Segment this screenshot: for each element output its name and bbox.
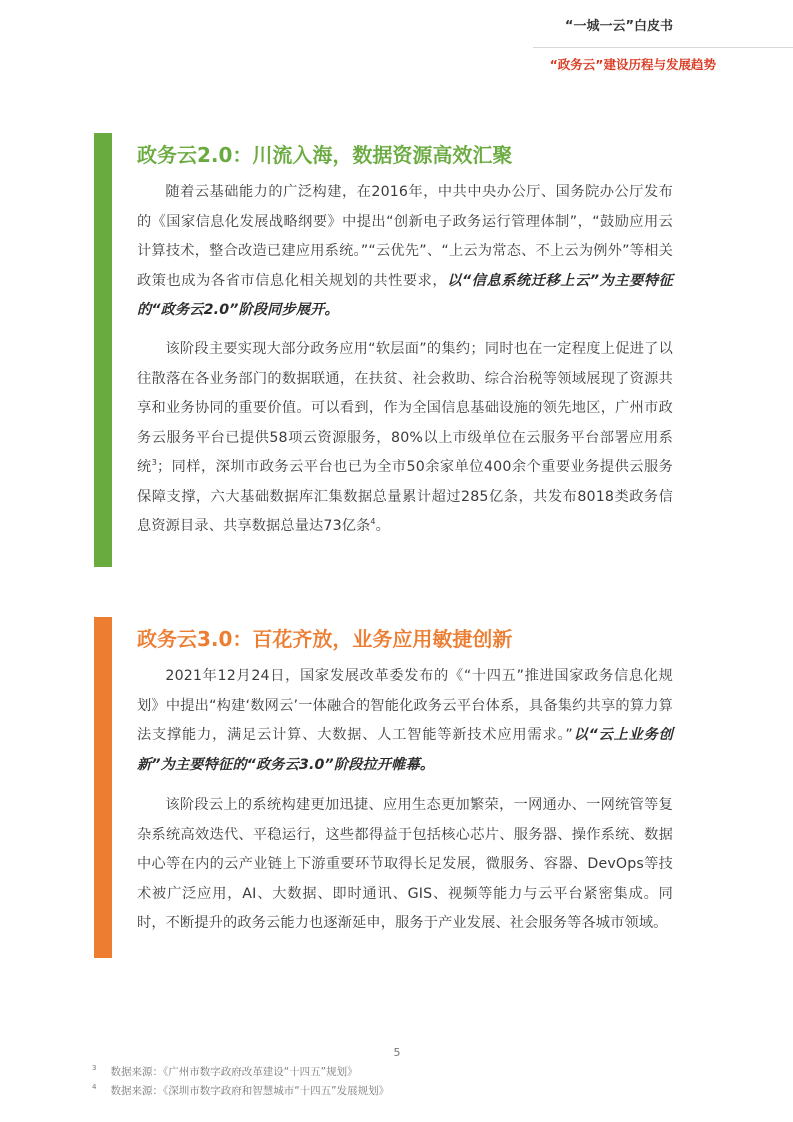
header-divider — [533, 47, 793, 48]
section-accent-bar — [94, 133, 112, 567]
document-title: “一城一云”白皮书 — [564, 19, 673, 34]
section-accent-bar — [94, 617, 112, 958]
section-paragraph: 该阶段主要实现大部分政务应用“软层面”的集约；同时也在一定程度上促进了以往散落在各业务部门的数据联通，在扶贫、社会救助、综合治税等领域展现了资源共享和业务协同的重要价值。可以看到，作为全国信息基础设施的领先地区，广州市政务云服务平台已提供58项云资源服务，80%以上市级单位在云服务平台部署应用系统$^3$；同样，深圳市政务云平台也已为全市50余家单位400余个重要业务提供云服务保障支撑，六大基础数据库汇集数据总量累计超过285亿条，共发布8018类政务信息资源目录、共享数据总量达73亿条$^4$。 — [137, 341, 673, 534]
section-paragraph: 2021年12月24日，国家发展改革委发布的《“十四五”推进国家政务信息化规划》中提出“构建‘数网云’一体融合的智能化政务云平台体系，具备集约共享的算力算法支撑能力，满足云计算、大数据、人工智能等新技术应用需求。”以“云上业务创新”为主要特征的“政务云3.0”阶段拉开帷幕。 — [137, 668, 673, 773]
page-number: 5 — [393, 1046, 401, 1059]
chapter-title: “政务云”建设历程与发展趋势 — [549, 57, 716, 72]
section-paragraph: 该阶段云上的系统构建更加迅捷、应用生态更加繁荣，一网通办、一网统管等复杂系统高效迭代、平稳运行，这些都得益于包括核心芯片、服务器、操作系统、数据中心等在内的云产业链上下游重要环节取得长足发展，微服务、容器、DevOps等技术被广泛应用，AI、大数据、即时通讯、GIS、视频等能力与云平台紧密集成。同时，不断提升的政务云能力也逐渐延申，服务于产业发展、社会服务等各城市领域。 — [137, 797, 673, 931]
footnote-ref: 4 — [370, 517, 376, 526]
emphasis-text: 以“云上业务创新”为主要特征的“政务云3.0”阶段拉开帷幕。 — [137, 727, 673, 773]
emphasis-text: 以“信息系统迁移上云”为主要特征的“政务云2.0”阶段同步展开。 — [137, 272, 673, 318]
footnote: $^4$ 数据来源：《深圳市数字政府和智慧城市“十四五”发展规划》 — [92, 1083, 390, 1097]
section-title: 政务云2.0：川流入海，数据资源高效汇聚 — [137, 143, 513, 167]
section-paragraph: 随着云基础能力的广泛构建，在2016年，中共中央办公厅、国务院办公厅发布的《国家信息化发展战略纲要》中提出“创新电子政务运行管理体制”，“鼓励应用云计算技术，整合改造已建应用系统。”“云优先”、“上云为常态、不上云为例外”等相关政策也成为各省市信息化相关规划的共性要求，以“信息系统迁移上云”为主要特征的“政务云2.0”阶段同步展开。 — [137, 184, 673, 318]
footnote: $^3$ 数据来源：《广州市数字政府改革建设“十四五”规划》 — [92, 1064, 358, 1078]
footnote-ref: 3 — [151, 458, 157, 467]
section-title: 政务云3.0：百花齐放，业务应用敏捷创新 — [137, 627, 513, 651]
